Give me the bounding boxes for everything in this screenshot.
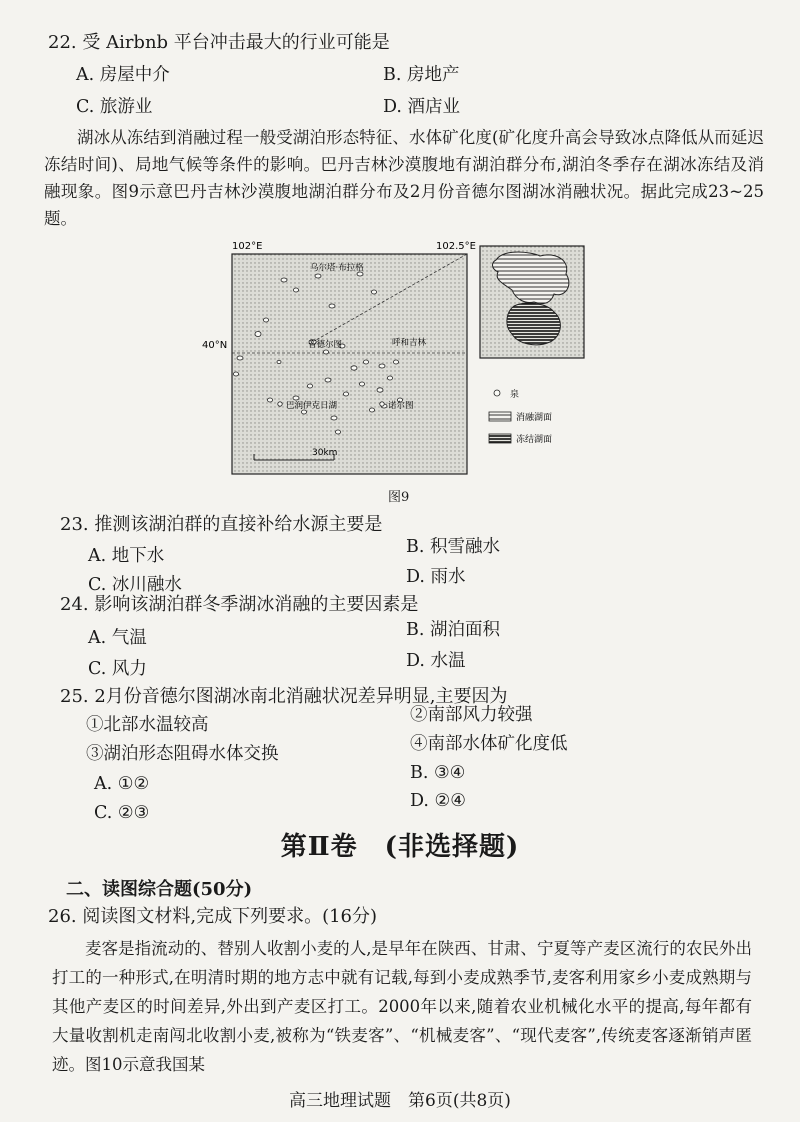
intro-paragraph: 湖冰从冻结到消融过程一般受湖泊形态特征、水体矿化度(矿化度升高会导致冰点降低从而延迟冻结时间)、局地气候等条件的影响。巴丹吉林沙漠腹地有湖泊群分布,湖泊冬季存在湖冰冻结及消融现象。图9示意巴丹吉林沙漠腹地湖泊群分布及2月份音德尔图湖冰消融状况。据此完成23~25题。: [44, 128, 764, 228]
page-footer: 高三地理试题 第6页(共8页): [289, 1091, 511, 1111]
place-label-barun: 巴润伊克日湖: [286, 401, 338, 411]
q25-statement-3: ③湖泊形态阻碍水体交换: [86, 744, 279, 764]
legend: [489, 388, 552, 445]
part-2-title: 第Ⅱ卷 (非选择题): [280, 832, 520, 862]
place-label-nuoertu: 诺尔图: [388, 401, 414, 411]
q23-option-c: C. 冰川融水: [88, 575, 182, 595]
q23-option-d: D. 雨水: [406, 567, 466, 587]
q24-option-c: C. 风力: [88, 659, 147, 679]
q24-option-d: D. 水温: [406, 651, 466, 671]
legend-spring-label: 泉: [510, 390, 520, 400]
q25-option-d: D. ②④: [410, 791, 466, 811]
q22-stem: 22. 受 Airbnb 平台冲击最大的行业可能是: [48, 32, 390, 53]
q23-option-a: A. 地下水: [88, 546, 165, 566]
q25-option-c: C. ②③: [94, 803, 150, 823]
q25-statement-1: ①北部水温较高: [86, 715, 209, 735]
q24-option-a: A. 气温: [88, 628, 147, 648]
q22-option-a: A. 房屋中介: [76, 65, 170, 85]
q22-option-c: C. 旅游业: [76, 97, 153, 117]
legend-frozen-label: 冻结湖面: [516, 435, 553, 445]
legend-spring-symbol: [494, 390, 500, 396]
scale-label: 30km: [312, 448, 338, 458]
q25-option-a: A. ①②: [94, 774, 150, 794]
lon-102-label: 102°E: [232, 241, 263, 252]
q23-option-b: B. 积雪融水: [406, 537, 500, 557]
place-label-wuerta: 乌尔塔·布拉格: [310, 263, 364, 273]
legend-melt-symbol: [489, 412, 511, 421]
q22-option-b: B. 房地产: [383, 65, 460, 85]
section-2-heading: 二、读图综合题(50分): [66, 879, 253, 900]
figure-9-caption: 图9: [388, 490, 410, 505]
q22-option-d: D. 酒店业: [383, 97, 461, 117]
figure-9-map: [202, 234, 594, 496]
map-frame: [232, 254, 467, 474]
legend-melt-label: 消融湖面: [516, 413, 553, 423]
place-label-yindeertu: 音德尔图: [308, 340, 343, 350]
lat-40-label: 40°N: [202, 340, 228, 351]
q26-stem: 26. 阅读图文材料,完成下列要求。(16分): [48, 906, 378, 927]
lon-102-5-label: 102.5°E: [436, 241, 476, 252]
q26-paragraph: 麦客是指流动的、替别人收割小麦的人,是早年在陕西、甘肃、宁夏等产麦区流行的农民外出打工的一种形式,在明清时期的地方志中就有记载,每到小麦成熟季节,麦客利用家乡小麦成熟期与其他产麦区的时间差异,外出到产麦区打工。2000年以来,随着农业机械化水平的提高,每年都有大量收割机走南闯北收割小麦,被称为“铁麦客”、“机械麦客”、“现代麦客”,传统麦客逐渐销声匿迹。图10示意我国某: [52, 939, 752, 1074]
q24-stem: 24. 影响该湖泊群冬季湖冰消融的主要因素是: [60, 594, 419, 615]
q25-statement-2: ②南部风力较强: [410, 705, 533, 725]
q25-option-b: B. ③④: [410, 763, 466, 783]
q23-stem: 23. 推测该湖泊群的直接补给水源主要是: [60, 514, 383, 535]
q25-stem: 25. 2月份音德尔图湖冰南北消融状况差异明显,主要因为: [60, 686, 508, 707]
legend-frozen-symbol: [489, 434, 511, 443]
place-label-huhejilin: 呼和吉林: [392, 338, 427, 348]
q25-statement-4: ④南部水体矿化度低: [410, 734, 568, 754]
q24-option-b: B. 湖泊面积: [406, 620, 500, 640]
